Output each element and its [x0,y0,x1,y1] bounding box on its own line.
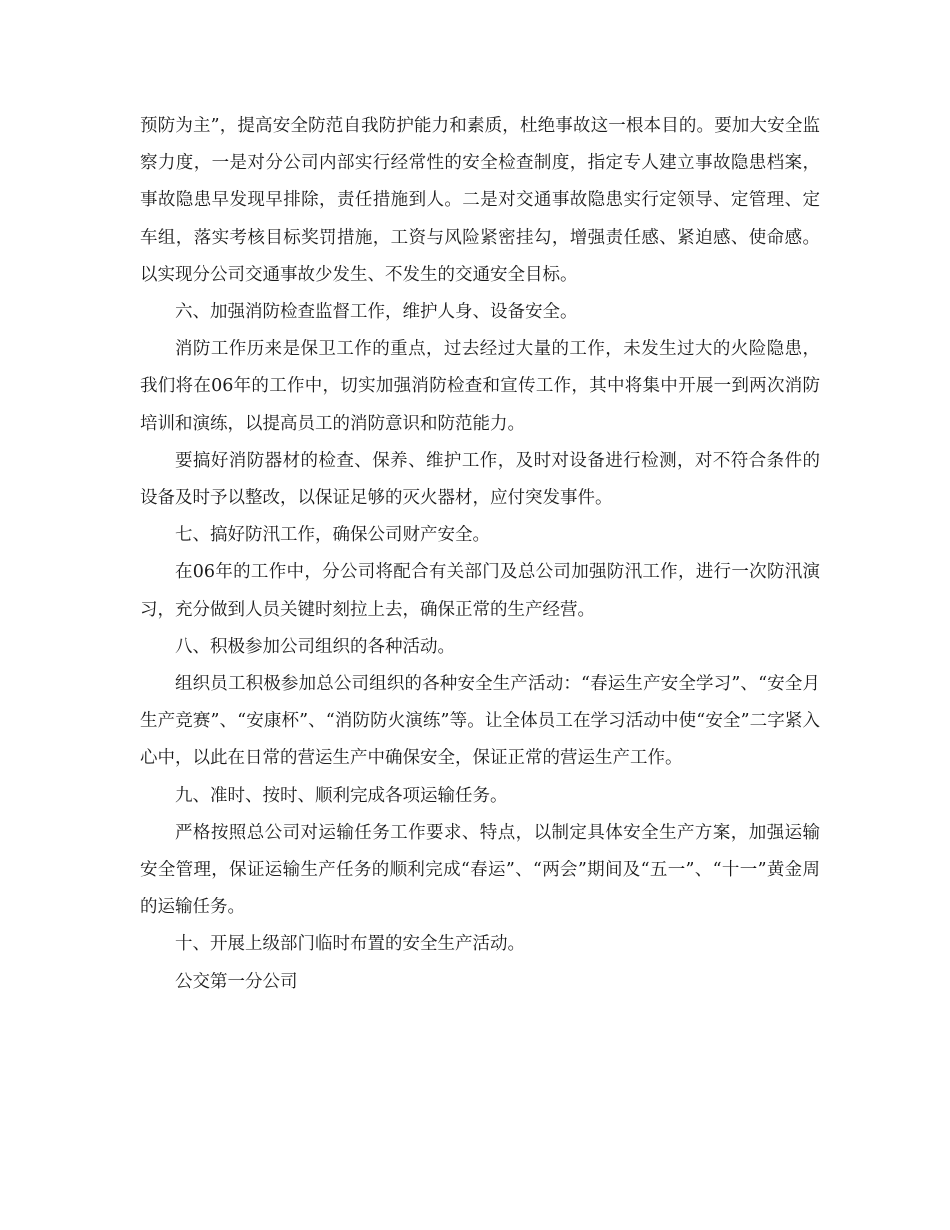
signature-company: 公交第一分公司 [175,971,298,992]
paragraph-continuation: 预防为主”，提高安全防范自我防护能力和素质，杜绝事故这一根本目的。要加大安全监察力度，一是对分公司内部实行经常性的安全检查制度，指定专人建立事故隐患档案，事故隐患早发现早排除，责任措施到人。二是对交通事故隐患实行定领导、定管理、定车组，落实考核目标奖罚措施，工资与风险紧密挂勾，增强责任感、紧迫感、使命感。以实现分公司交通事故少发生、不发生的交通安全目标。 [140,116,820,285]
section-heading-7: 七、搞好防汛工作，确保公司财产安全。 [175,525,490,546]
paragraph-fire-equipment: 要搞好消防器材的检查、保养、维护工作，及时对设备进行检测，对不符合条件的设备及时予以整改，以保证足够的灭火器材，应付突发事件。 [140,450,820,509]
section-heading-6: 六、加强消防检查监督工作，维护人身、设备安全。 [175,302,578,323]
paragraph-transport-tasks: 严格按照总公司对运输任务工作要求、特点，以制定具体安全生产方案，加强运输安全管理，保证运输生产任务的顺利完成“春运”、“两会”期间及“五一”、“十一”黄金周的运输任务。 [140,822,820,918]
section-heading-10: 十、开展上级部门临时布置的安全生产活动。 [175,934,525,955]
document-body [140,108,820,1001]
paragraph-flood-control: 在06年的工作中，分公司将配合有关部门及总公司加强防汛工作，进行一次防汛演习，充分做到人员关键时刻拉上去，确保正常的生产经营。 [140,562,820,620]
section-heading-8: 八、积极参加公司组织的各种活动。 [175,636,455,657]
paragraph-fire-safety: 消防工作历来是保卫工作的重点，过去经过大量的工作，未发生过大的火险隐患，我们将在06年的工作中，切实加强消防检查和宣传工作，其中将集中开展一到两次消防培训和演练，以提高员工的消防意识和防范能力。 [140,339,820,434]
paragraph-activities: 组织员工积极参加总公司组织的各种安全生产活动：“春运生产安全学习”、“安全月生产竞赛”、“安康杯”、“消防防火演练”等。让全体员工在学习活动中使“安全”二字紧入心中，以此在日常的营运生产中确保安全，保证正常的营运生产工作。 [140,674,820,769]
section-heading-9: 九、准时、按时、顺利完成各项运输任务。 [175,785,508,806]
